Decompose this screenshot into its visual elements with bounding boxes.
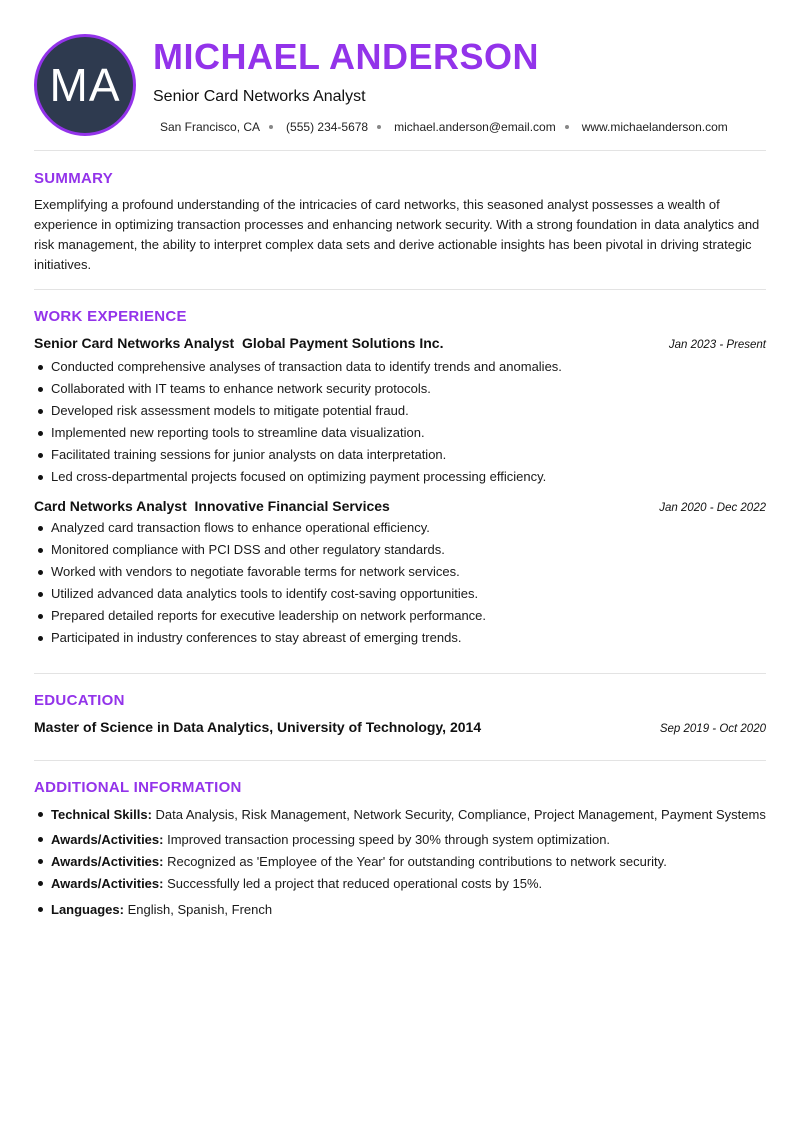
info-text: Data Analysis, Risk Management, Network Security, Compliance, Project Management, Payment Systems <box>151 807 766 822</box>
separator-dot-icon <box>565 125 569 129</box>
info-text: Recognized as 'Employee of the Year' for outstanding contributions to network security. <box>163 854 667 869</box>
contact-location: San Francisco, CA <box>160 120 261 134</box>
contact-email: michael.anderson@email.com <box>394 120 556 134</box>
candidate-title: Senior Card Networks Analyst <box>153 88 366 105</box>
job-dates: Jan 2020 - Dec 2022 <box>659 502 766 514</box>
job-entry <box>34 335 766 488</box>
list-item: Utilized advanced data analytics tools to identify cost-saving opportunities. <box>34 583 766 605</box>
info-text: Successfully led a project that reduced operational costs by 15%. <box>163 876 543 891</box>
info-label: Awards/Activities: <box>51 854 164 869</box>
job-role: Card Networks Analyst <box>34 498 187 514</box>
job-dates: Jan 2023 - Present <box>668 339 766 351</box>
section-heading-education: EDUCATION <box>34 692 125 709</box>
list-item: Led cross-departmental projects focused on optimizing payment processing efficiency. <box>34 466 766 488</box>
list-item <box>34 805 766 824</box>
job-company: Global Payment Solutions Inc. <box>242 335 444 351</box>
info-label: Technical Skills: <box>51 807 152 822</box>
avatar <box>34 34 136 136</box>
job-title <box>34 498 390 514</box>
info-label: Languages: <box>51 902 124 917</box>
info-label: Awards/Activities: <box>51 832 164 847</box>
education-dates: Sep 2019 - Oct 2020 <box>659 723 766 735</box>
resume-header <box>34 0 766 150</box>
job-entry <box>34 498 766 649</box>
list-item: Facilitated training sessions for junior analysts on data interpretation. <box>34 444 766 466</box>
list-item <box>34 900 766 919</box>
info-label: Awards/Activities: <box>51 876 164 891</box>
list-item: Analyzed card transaction flows to enhance operational efficiency. <box>34 517 766 539</box>
job-bullets <box>34 356 766 488</box>
section-heading-additional: ADDITIONAL INFORMATION <box>34 779 242 796</box>
additional-list <box>34 805 766 919</box>
list-item: Prepared detailed reports for executive leadership on network performance. <box>34 605 766 627</box>
list-item: Collaborated with IT teams to enhance network security protocols. <box>34 378 766 400</box>
summary-text: Exemplifying a profound understanding of the intricacies of card networks, this seasoned analyst possesses a wealth of experience in optimizing transaction processes and enhancing network security. With a strong foundation in data analytics and risk management, the ability to interpret complex data sets and derive actionable insights has been pivotal in driving strategic initiatives. <box>34 197 760 272</box>
list-item: Conducted comprehensive analyses of transaction data to identify trends and anomalies. <box>34 356 766 378</box>
separator-dot-icon <box>377 125 381 129</box>
contact-info <box>160 120 728 134</box>
separator-dot-icon <box>269 125 273 129</box>
avatar-initials: MA <box>49 59 121 111</box>
list-item: Developed risk assessment models to mitigate potential fraud. <box>34 400 766 422</box>
list-item <box>34 874 766 893</box>
summary-section <box>34 151 766 275</box>
contact-phone: (555) 234-5678 <box>286 120 369 134</box>
job-role: Senior Card Networks Analyst <box>34 335 235 351</box>
info-text: English, Spanish, French <box>123 902 273 917</box>
job-company: Innovative Financial Services <box>194 498 390 514</box>
job-header <box>34 498 766 514</box>
additional-section <box>34 761 766 919</box>
experience-section <box>34 290 766 649</box>
education-degree: Master of Science in Data Analytics, University of Technology, 2014 <box>34 719 482 735</box>
section-heading-experience: WORK EXPERIENCE <box>34 308 187 325</box>
education-entry <box>34 719 766 735</box>
job-bullets <box>34 517 766 649</box>
job-header <box>34 335 766 351</box>
list-item <box>34 830 766 849</box>
contact-website: www.michaelanderson.com <box>581 120 728 134</box>
candidate-name: MICHAEL ANDERSON <box>153 36 540 77</box>
list-item <box>34 852 766 871</box>
section-heading-summary: SUMMARY <box>34 170 114 187</box>
list-item: Implemented new reporting tools to streamline data visualization. <box>34 422 766 444</box>
list-item: Monitored compliance with PCI DSS and other regulatory standards. <box>34 539 766 561</box>
education-section <box>34 674 766 735</box>
list-item: Worked with vendors to negotiate favorable terms for network services. <box>34 561 766 583</box>
info-text: Improved transaction processing speed by 30% through system optimization. <box>163 832 611 847</box>
list-item: Participated in industry conferences to stay abreast of emerging trends. <box>34 627 766 649</box>
job-title <box>34 335 443 351</box>
